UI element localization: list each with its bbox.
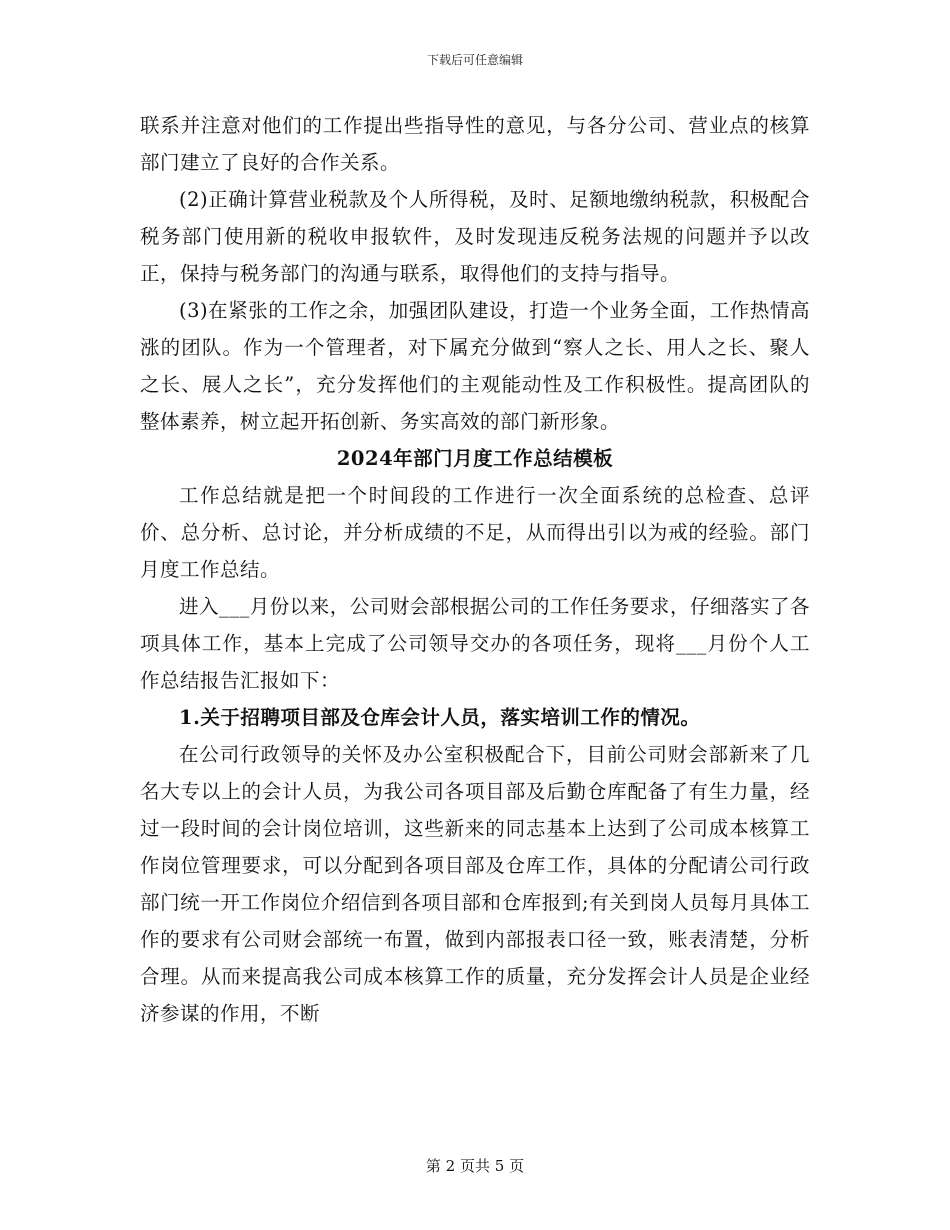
paragraph-continued: 联系并注意对他们的工作提出些指导性的意见，与各分公司、营业点的核算部门建立了良好的合作关系。 [140, 114, 810, 174]
document-body [140, 107, 810, 1032]
paragraph-month: 进入___月份以来，公司财会部根据公司的工作任务要求，仔细落实了各项具体工作，基本上完成了公司领导交办的各项任务，现将___月份个人工作总结报告汇报如下： [140, 595, 810, 692]
paragraph-recruit: 在公司行政领导的关怀及办公室积极配合下，目前公司财会部新来了几名大专以上的会计人员，为我公司各项目部及后勤仓库配备了有生力量，经过一段时间的会计岗位培训，这些新来的同志基本上达到了公司成本核算工作岗位管理要求，可以分配到各项目部及仓库工作，具体的分配请公司行政部门统一开工作岗位介绍信到各项目部和仓库报到;有关到岗人员每月具体工作的要求有公司财会部统一布置，做到内部报表口径一致，账表清楚，分析合理。从而来提高我公司成本核算工作的质量，充分发挥会计人员是企业经济参谋的作用，不断 [140, 743, 810, 1025]
page-header: 下载后可任意编辑 [426, 53, 523, 67]
page-number: 第 2 页共 5 页 [425, 1157, 525, 1175]
paragraph-team: (3)在紧张的工作之余，加强团队建设，打造一个业务全面，工作热情高涨的团队。作为一个管理者，对下属充分做到“察人之长、用人之长、聚人之长、展人之长”，充分发挥他们的主观能动性及工作积极性。提高团队的整体素养，树立起开拓创新、务实高效的部门新形象。 [140, 299, 810, 433]
paragraph-tax: (2)正确计算营业税款及个人所得税，及时、足额地缴纳税款，积极配合税务部门使用新的税收申报软件，及时发现违反税务法规的问题并予以改正，保持与税务部门的沟通与联系，取得他们的支持与指导。 [140, 188, 810, 285]
document-title: 2024年部门月度工作总结模板 [336, 447, 614, 470]
paragraph-intro: 工作总结就是把一个时间段的工作进行一次全面系统的总检查、总评价、总分析、总讨论，并分析成绩的不足，从而得出引以为戒的经验。部门月度工作总结。 [140, 484, 810, 581]
section-heading-1: 1.关于招聘项目部及仓库会计人员，落实培训工作的情况。 [179, 706, 701, 729]
